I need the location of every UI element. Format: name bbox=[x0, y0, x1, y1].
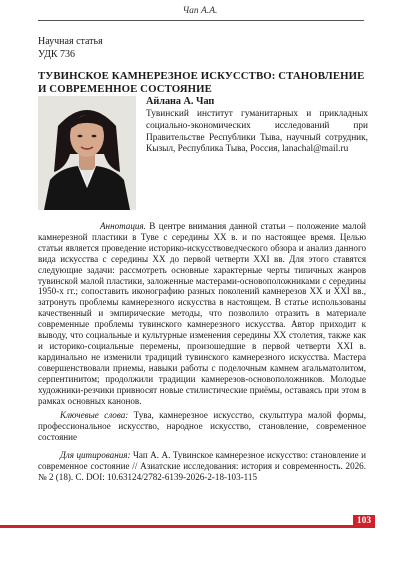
udc-code: УДК 736 bbox=[38, 49, 76, 60]
author-affiliation: Тувинский институт гуманитарных и прикладных социально-экономических исследований при Правительстве Республики Тыва, научный сотрудник, Кызыл, Республика Тыва, Россия, lanachal@mail.ru bbox=[146, 109, 368, 155]
citation-text: Чап А. А. Тувинское камнерезное искусство: становление и современное состояние // Азиатские исследования: история и современность. 2026. № 2 (18). С. DOI: 10.63124/2782-6139-2026-2-18-103-115 bbox=[38, 450, 366, 482]
footer-accent-stripe bbox=[0, 525, 353, 528]
keywords bbox=[38, 410, 366, 443]
page-number: 103 bbox=[353, 515, 375, 528]
abstract-label: Аннотация. bbox=[100, 221, 146, 231]
running-head: Чап А.А. bbox=[182, 6, 218, 16]
article-title: ТУВИНСКОЕ КАМНЕРЕЗНОЕ ИСКУССТВО: СТАНОВЛЕНИЕ И СОВРЕМЕННОЕ СОСТОЯНИЕ bbox=[38, 70, 365, 95]
article-type: Научная статья bbox=[38, 36, 103, 47]
citation bbox=[38, 450, 366, 483]
citation-label: Для цитирования: bbox=[60, 450, 131, 460]
abstract bbox=[38, 221, 366, 406]
keywords-label: Ключевые слова: bbox=[60, 410, 129, 420]
author-name: Айлана А. Чап bbox=[146, 96, 215, 107]
header-divider bbox=[38, 20, 364, 21]
author-photo bbox=[38, 96, 136, 210]
keywords-text: Тува, камнерезное искусство, скульптура малой формы, профессиональное искусство, народное искусство, становление, современное состояние bbox=[38, 410, 366, 442]
abstract-text: В центре внимания данной статьи – положение малой камнерезной пластики в Туве с середины XX в. и по настоящее время. Целью статьи является проведение историко-искусствоведческого обзора и анализ данного вида искусства с середины XX до первой четверти XXI вв. Для этого ставятся следующие задачи: рассмотреть основные характерные черты типичных жанров тувинской малой пластики, заложенные мастерами-основоположниками с середины 1950-х гг.; сопоставить иконографию разных поколений камнерезов XX и XXI вв., затронуть проблемы камнерезного искусства в настоящем. В статье использованы качественный и эмпирические методы, что позволило отразить в материале современные проблемы тувинского камнерезного искусства. Автор приходит к выводу, что социальные и культурные изменения середины XX столетия, также как и историко-социальные перемены, произошедшие в первой четверти XXI в. кардинально не изменили традиций тувинского камнерезного искусства. Мастера совершенствовали приемы, навыки работы с поделочным камнем агальматолитом, серпентинитом; продолжили традиции камнерезов-основоположников. Молодые художники-резчики привносят новые стилистические приёмы, оставаясь при этом в рамках основных канонов. bbox=[38, 221, 366, 406]
